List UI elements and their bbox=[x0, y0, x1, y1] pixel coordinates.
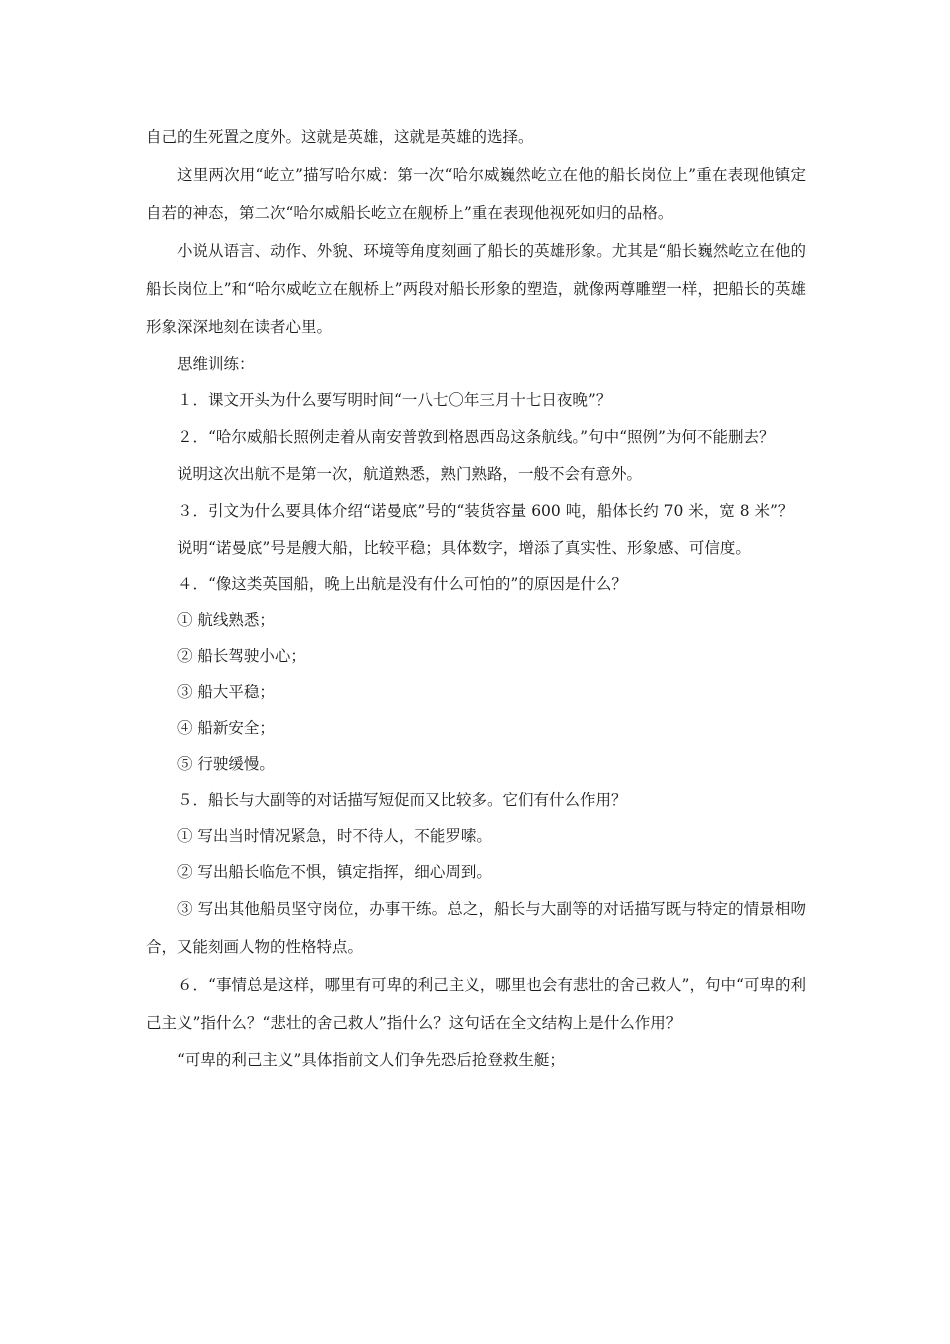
answer-5-item-1: ① 写出当时情况紧急，时不待人，不能罗嗦。 bbox=[177, 827, 492, 845]
question-6: ６．“事情总是这样，哪里有可卑的利己主义，哪里也会有悲壮的舍己救人”，句中“可卑的利己主义”指什么？“悲壮的舍己救人”指什么？这句话在全文结构上是什么作用？ bbox=[146, 976, 806, 1032]
answer-6-part-1: “可卑的利己主义”具体指前文人们争先恐后抢登救生艇； bbox=[177, 1051, 565, 1069]
question-3: ３．引文为什么要具体介绍“诺曼底”号的“装货容量 600 吨，船体长约 70 米，宽 8 米”？ bbox=[177, 502, 794, 520]
question-5: ５．船长与大副等的对话描写短促而又比较多。它们有什么作用？ bbox=[177, 791, 627, 809]
answer-2: 说明这次出航不是第一次，航道熟悉，熟门熟路，一般不会有意外。 bbox=[177, 465, 643, 483]
question-1: １．课文开头为什么要写明时间“一八七〇年三月十七日夜晚”？ bbox=[177, 391, 612, 409]
paragraph-analysis-standing: 这里两次用“屹立”描写哈尔威：第一次“哈尔威巍然屹立在他的船长岗位上”重在表现他镇定自若的神态，第二次“哈尔威船长屹立在舰桥上”重在表现他视死如归的品格。 bbox=[146, 166, 806, 222]
paragraph-continuation: 自己的生死置之度外。这就是英雄，这就是英雄的选择。 bbox=[146, 128, 534, 146]
answer-5-item-2: ② 写出船长临危不惧，镇定指挥，细心周到。 bbox=[177, 863, 492, 881]
question-4: ４．“像这类英国船，晚上出航是没有什么可怕的”的原因是什么？ bbox=[177, 575, 627, 593]
document-page bbox=[146, 118, 806, 1078]
answer-4-item-5: ⑤ 行驶缓慢。 bbox=[177, 755, 275, 773]
section-heading-thinking-training: 思维训练： bbox=[177, 355, 255, 373]
answer-4-item-4: ④ 船新安全； bbox=[177, 719, 275, 737]
answer-3: 说明“诺曼底”号是艘大船，比较平稳；具体数字，增添了真实性、形象感、可信度。 bbox=[177, 539, 751, 557]
answer-4-item-2: ② 船长驾驶小心； bbox=[177, 647, 306, 665]
answer-4-item-1: ① 航线熟悉； bbox=[177, 611, 275, 629]
paragraph-analysis-image: 小说从语言、动作、外貌、环境等角度刻画了船长的英雄形象。尤其是“船长巍然屹立在他的船长岗位上”和“哈尔威屹立在舰桥上”两段对船长形象的塑造，就像两尊雕塑一样，把船长的英雄形象深深地刻在读者心里。 bbox=[146, 242, 806, 336]
question-2: ２．“哈尔威船长照例走着从南安普敦到格恩西岛这条航线。”句中“照例”为何不能删去？ bbox=[177, 428, 775, 446]
answer-5-item-3: ③ 写出其他船员坚守岗位，办事干练。总之，船长与大副等的对话描写既与特定的情景相吻合，又能刻画人物的性格特点。 bbox=[146, 900, 806, 956]
answer-4-item-3: ③ 船大平稳； bbox=[177, 683, 275, 701]
